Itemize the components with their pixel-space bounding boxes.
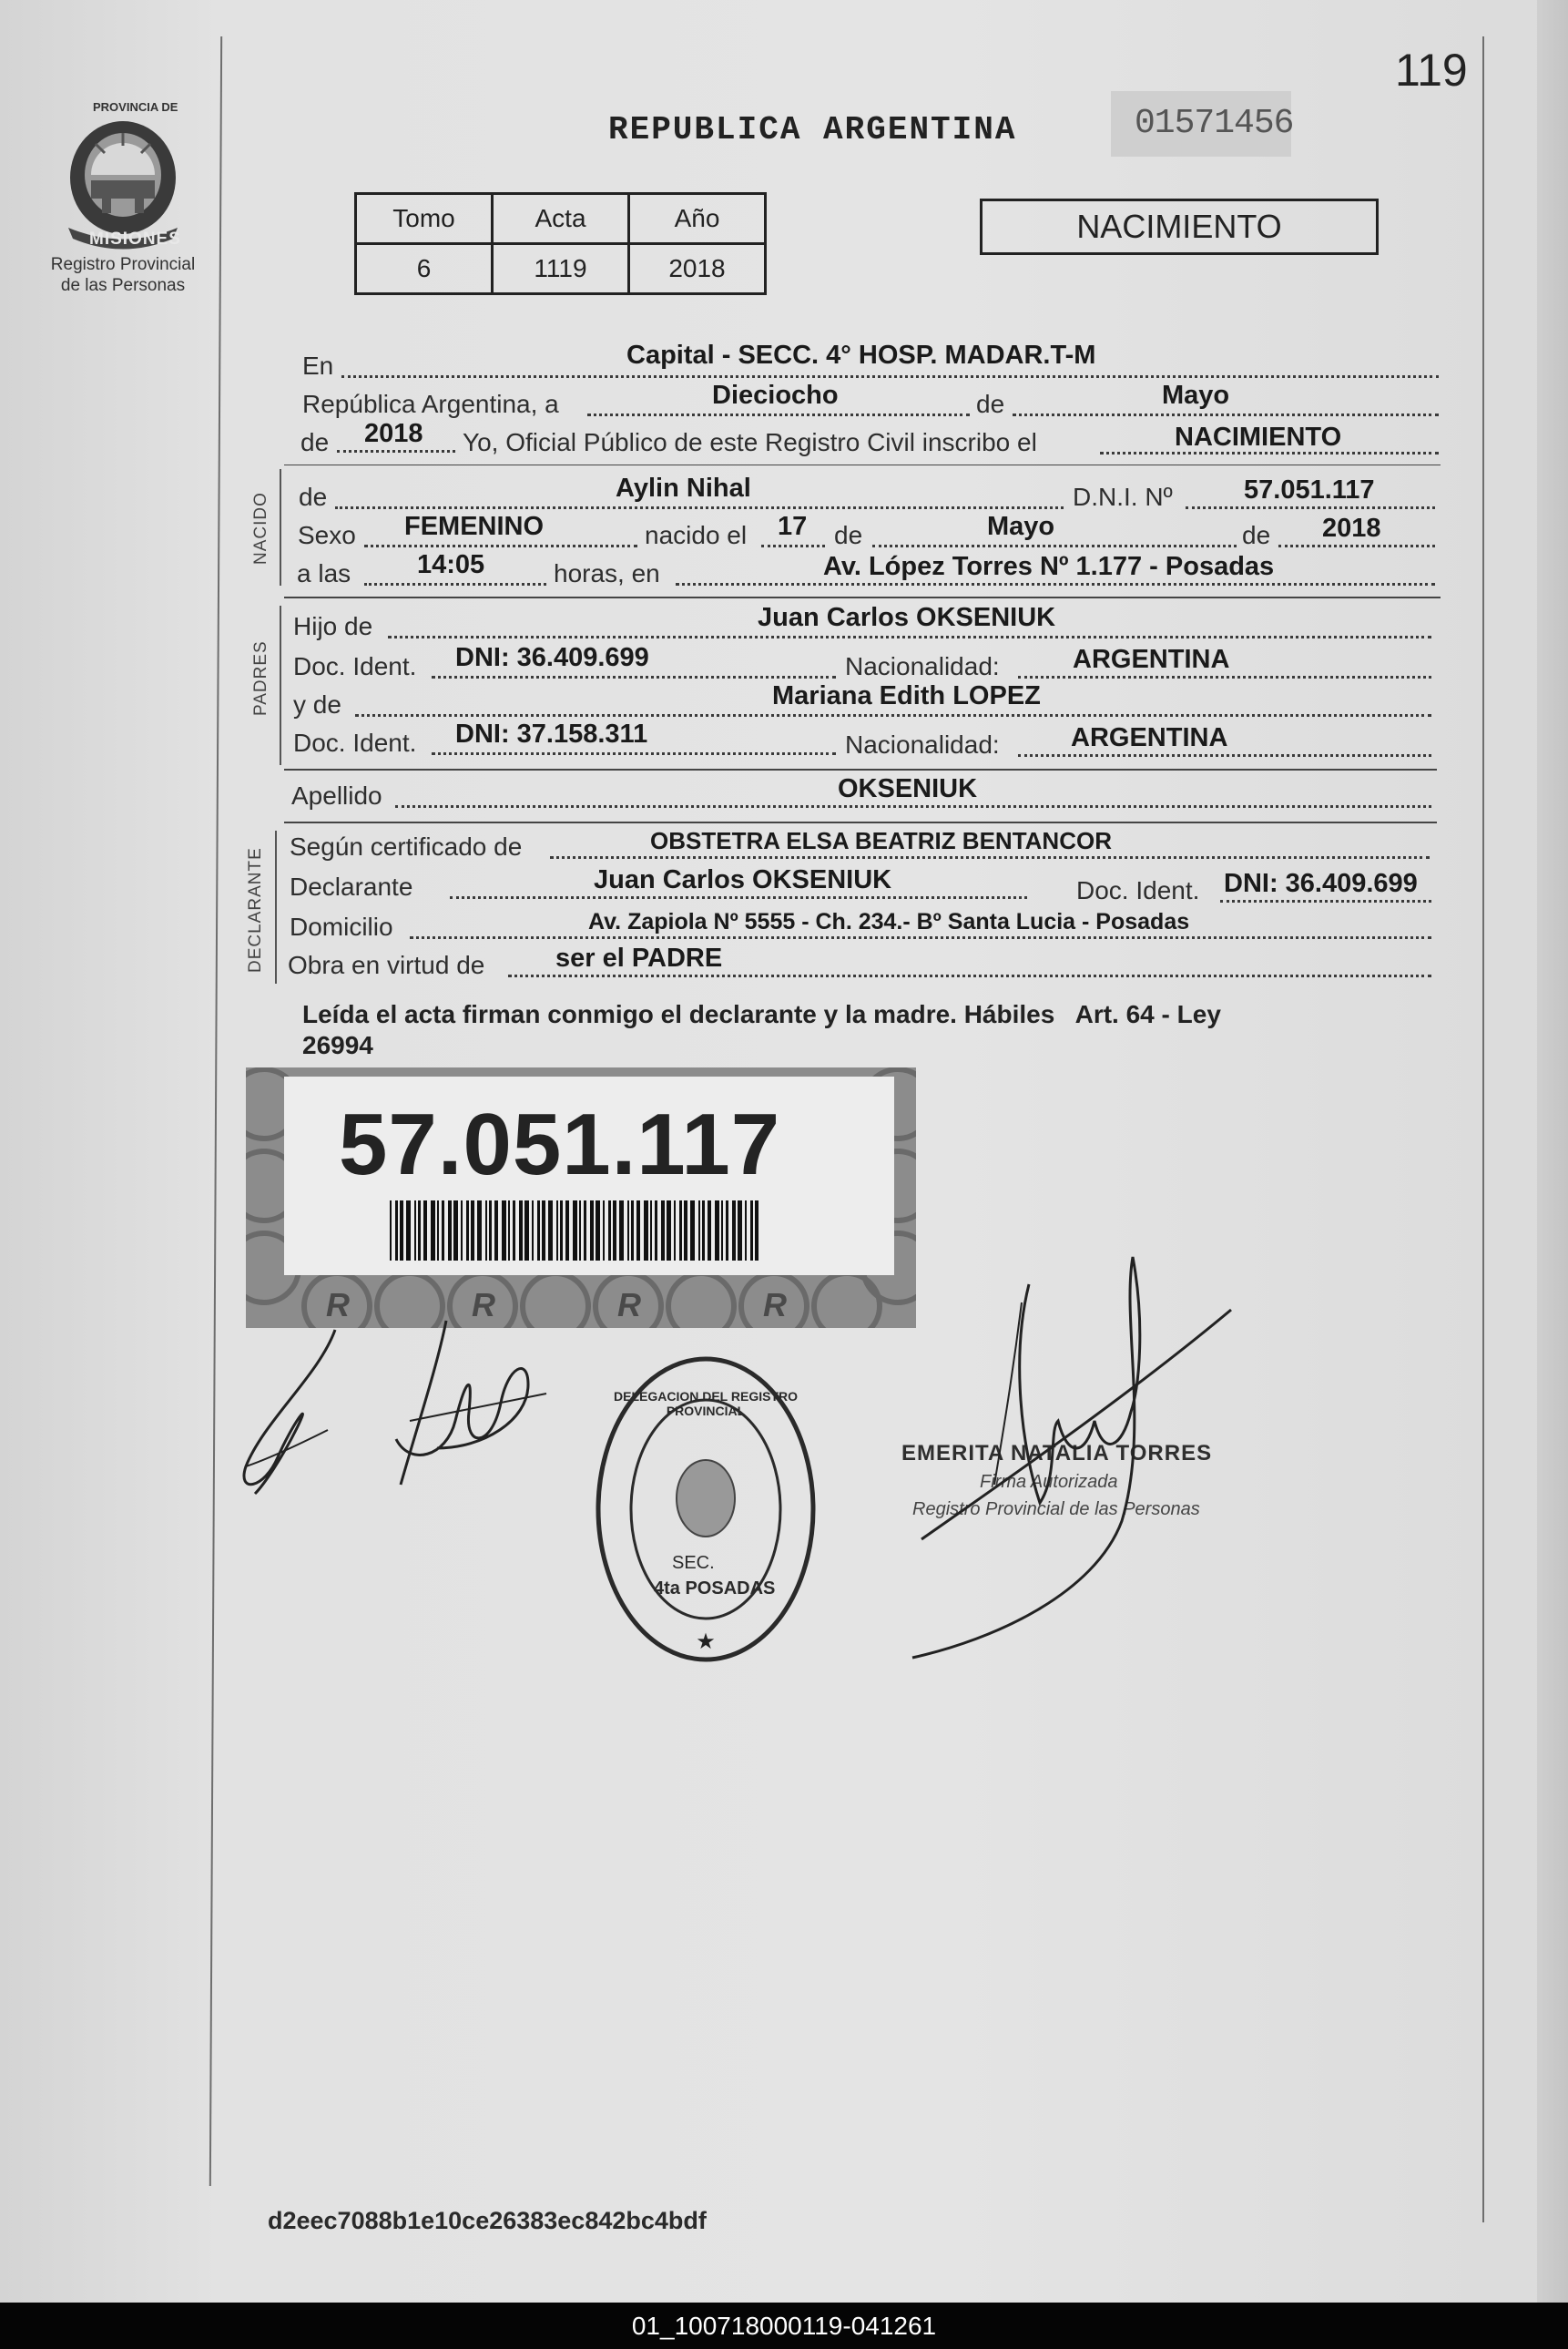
father-nationality-dotline [1018, 676, 1431, 679]
mother-nationality-dotline [1018, 754, 1431, 757]
mother-dotline [355, 714, 1431, 717]
horas-en-label: horas, en [554, 559, 660, 587]
nacido-el-label: nacido el [645, 521, 748, 549]
round-stamp-ring-text: DELEGACION DEL REGISTRO PROVINCIAL [614, 1389, 798, 1418]
registry-table-header-row [356, 194, 766, 244]
birth-time-value: 14:05 [417, 550, 485, 579]
father-doc-dotline [432, 676, 836, 679]
day-dotline [587, 414, 970, 416]
barcode-bar [619, 1200, 624, 1261]
declarante-label: Declarante [290, 873, 413, 901]
declarante-section-bar [275, 831, 277, 984]
official-stamp-line1: EMERITA NATALIA TORRES [901, 1441, 1213, 1466]
round-stamp [592, 1353, 820, 1667]
apellido-value: OKSENIUK [838, 774, 978, 803]
barcode-bar [698, 1200, 700, 1261]
birth-month-value: Mayo [987, 512, 1055, 541]
place-dotline [676, 583, 1435, 586]
apellido-dotline [395, 805, 1431, 808]
barcode-bar [442, 1200, 444, 1261]
barcode-bar [513, 1200, 515, 1261]
barcode-icon [390, 1200, 763, 1261]
year-value: 2018 [364, 419, 423, 448]
signature-declarante-icon [228, 1321, 355, 1503]
logo-seal-bottom-text: MISIONES [89, 230, 181, 249]
mother-nationality-label: Nacionalidad: [845, 730, 1000, 759]
barcode-bar [738, 1200, 742, 1261]
nacido-de-label: de [299, 483, 328, 511]
acta-header: Acta [493, 194, 629, 244]
birth-place-value: Av. López Torres Nº 1.177 - Posadas [823, 552, 1275, 581]
de-label: de [976, 390, 1005, 418]
birth-day-value: 17 [778, 512, 808, 541]
barcode-bar [667, 1200, 671, 1261]
father-doc-label: Doc. Ident. [293, 652, 417, 680]
month-dotline [1013, 414, 1439, 416]
obra-label: Obra en virtud de [288, 951, 485, 979]
act-type-box: NACIMIENTO [980, 199, 1379, 255]
barcode-bar [579, 1200, 581, 1261]
mother-nationality-value: ARGENTINA [1071, 723, 1228, 752]
barcode-bar [406, 1200, 411, 1261]
closing-text-line2: 26994 [302, 1031, 373, 1059]
barcode-bar [494, 1200, 498, 1261]
file-id-text: 01_100718000119-041261 [631, 2312, 937, 2340]
barcode-bar [548, 1200, 553, 1261]
birth-month-dotline [872, 545, 1237, 547]
declarante-dotline [450, 896, 1027, 899]
logo-seal-top-text: PROVINCIA DE [93, 100, 178, 114]
father-doc-value: DNI: 36.409.699 [455, 643, 649, 672]
closing-text-line1: Leída el acta firman conmigo el declarante y la madre. Hábiles Art. 64 - Ley [302, 1000, 1221, 1028]
declarante-doc-label: Doc. Ident. [1076, 876, 1200, 904]
barcode-bar [565, 1200, 569, 1261]
sticker-id-number: 57.051.117 [339, 1096, 781, 1193]
registry-table-value-row [356, 244, 766, 294]
barcode-bar [732, 1200, 736, 1261]
anio-value: 2018 [629, 244, 766, 294]
en-value: Capital - SECC. 4° HOSP. MADAR.T-M [626, 341, 1096, 370]
barcode-bar [726, 1200, 728, 1261]
birth-year-dotline [1278, 545, 1435, 547]
officer-text: Yo, Oficial Público de este Registro Civil inscribo el [463, 428, 1037, 456]
sexo-dotline [364, 545, 637, 547]
nacido-de-year-label: de [1242, 521, 1271, 549]
birth-year-value: 2018 [1322, 514, 1381, 543]
barcode-bar [560, 1200, 563, 1261]
birth-day-dotline [761, 545, 825, 547]
certificado-dotline [550, 856, 1430, 859]
page-edge-shadow [1537, 0, 1568, 2303]
barcode-bar [556, 1200, 558, 1261]
domicilio-value: Av. Zapiola Nº 5555 - Ch. 234.- Bº Santa Lucia - Posadas [588, 909, 1190, 934]
barcode-bar [674, 1200, 676, 1261]
serial-number: 01571456 [1135, 104, 1294, 143]
barcode-bar [477, 1200, 482, 1261]
month-value: Mayo [1162, 381, 1230, 410]
sticker-white-panel [284, 1077, 894, 1275]
file-id-bar [0, 2303, 1568, 2349]
barcode-bar [453, 1200, 458, 1261]
barcode-bar [631, 1200, 634, 1261]
sticker-letter-3: R [617, 1286, 641, 1323]
page-number: 119 [1395, 45, 1468, 96]
official-stamp-line3: Registro Provincial de las Personas [912, 1499, 1200, 1519]
barcode-bar [390, 1200, 392, 1261]
barcode-bar [708, 1200, 711, 1261]
child-dni-value: 57.051.117 [1244, 475, 1375, 505]
time-dotline [364, 583, 546, 586]
apellido-label: Apellido [291, 781, 382, 810]
padres-side-label: PADRES [251, 640, 270, 716]
barcode-bar [613, 1200, 616, 1261]
tomo-value: 6 [356, 244, 493, 294]
barcode-bar [471, 1200, 474, 1261]
barcode-bar [461, 1200, 463, 1261]
barcode-bar [655, 1200, 657, 1261]
sexo-value: FEMENINO [404, 512, 545, 541]
father-name-value: Juan Carlos OKSENIUK [758, 603, 1056, 632]
barcode-bar [750, 1200, 753, 1261]
sticker-letter-1: R [326, 1286, 350, 1323]
barcode-bar [661, 1200, 665, 1261]
barcode-bar [519, 1200, 523, 1261]
mother-doc-dotline [432, 752, 836, 755]
barcode-bar [508, 1200, 510, 1261]
logo-caption-line2: de las Personas [60, 276, 186, 295]
barcode-bar [721, 1200, 723, 1261]
right-margin-line [1482, 36, 1484, 2222]
certificado-label: Según certificado de [290, 832, 523, 861]
barcode-bar [636, 1200, 640, 1261]
inscribe-value: NACIMIENTO [1175, 423, 1342, 452]
padres-section-bar [280, 606, 281, 765]
mother-name-value: Mariana Edith LOPEZ [772, 681, 1041, 710]
signature-official-icon [903, 1248, 1268, 1676]
barcode-bar [489, 1200, 492, 1261]
barcode-bar [414, 1200, 416, 1261]
barcode-bar [502, 1200, 506, 1261]
nacido-section-bar [280, 469, 281, 586]
mother-doc-label: Doc. Ident. [293, 729, 417, 757]
barcode-bar [537, 1200, 540, 1261]
mother-doc-value: DNI: 37.158.311 [455, 720, 648, 749]
obra-dotline [508, 975, 1431, 977]
alas-label: a las [297, 559, 351, 587]
barcode-bar [715, 1200, 719, 1261]
barcode-bar [745, 1200, 747, 1261]
barcode-bar [702, 1200, 705, 1261]
round-stamp-center-line1: SEC. [672, 1553, 715, 1573]
barcode-bar [524, 1200, 529, 1261]
coat-of-arms-icon [55, 91, 191, 250]
barcode-bar [755, 1200, 759, 1261]
barcode-bar [532, 1200, 534, 1261]
barcode-bar [608, 1200, 611, 1261]
barcode-bar [466, 1200, 469, 1261]
id-sticker [246, 1067, 916, 1328]
round-stamp-center-line2: 4ta POSADAS [654, 1578, 776, 1598]
barcode-bar [423, 1200, 427, 1261]
barcode-bar [650, 1200, 652, 1261]
father-nationality-value: ARGENTINA [1073, 645, 1230, 674]
svg-text:★: ★ [696, 1629, 716, 1654]
nacido-de-month-label: de [834, 521, 863, 549]
document-hash: d2eec7088b1e10ce26383ec842bc4bdf [268, 2207, 707, 2234]
separator-nacido [284, 597, 1441, 598]
year-dotline [337, 450, 455, 453]
en-dotline [341, 375, 1439, 378]
day-value: Dieciocho [712, 381, 839, 410]
acta-value: 1119 [493, 244, 629, 294]
father-nationality-label: Nacionalidad: [845, 652, 1000, 680]
barcode-bar [684, 1200, 687, 1261]
barcode-bar [448, 1200, 452, 1261]
anio-header: Año [629, 194, 766, 244]
separator-padres [284, 769, 1437, 771]
domicilio-dotline [410, 936, 1431, 939]
barcode-bar [584, 1200, 586, 1261]
republica-label: República Argentina, a [302, 390, 559, 418]
barcode-bar [400, 1200, 403, 1261]
declarante-side-label: DECLARANTE [246, 847, 265, 973]
name-dotline [335, 506, 1064, 509]
barcode-bar [395, 1200, 398, 1261]
y-de-label: y de [293, 690, 341, 719]
barcode-bar [690, 1200, 695, 1261]
barcode-bar [603, 1200, 605, 1261]
sexo-label: Sexo [298, 521, 356, 549]
barcode-bar [573, 1200, 577, 1261]
hijo-de-label: Hijo de [293, 612, 373, 640]
declarante-value: Juan Carlos OKSENIUK [594, 865, 892, 894]
child-name-value: Aylin Nihal [616, 474, 751, 503]
barcode-bar [418, 1200, 421, 1261]
barcode-bar [431, 1200, 435, 1261]
barcode-bar [437, 1200, 439, 1261]
barcode-bar [542, 1200, 545, 1261]
obra-value: ser el PADRE [555, 944, 723, 973]
barcode-bar [644, 1200, 648, 1261]
logo-caption-line1: Registro Provincial [50, 255, 196, 274]
barcode-bar [679, 1200, 682, 1261]
serial-number-stamp [1111, 91, 1294, 157]
tomo-header: Tomo [356, 194, 493, 244]
father-dotline [388, 636, 1431, 638]
header-title: REPUBLICA ARGENTINA [608, 111, 1017, 148]
barcode-bar [596, 1200, 600, 1261]
domicilio-label: Domicilio [290, 913, 393, 941]
barcode-bar [485, 1200, 487, 1261]
en-label: En [302, 352, 334, 380]
barcode-bar [590, 1200, 594, 1261]
separator-apellido [284, 822, 1437, 823]
declarante-doc-dotline [1220, 900, 1431, 903]
certificado-value: OBSTETRA ELSA BEATRIZ BENTANCOR [650, 827, 1112, 854]
dni-label: D.N.I. Nº [1073, 483, 1173, 511]
nacido-side-label: NACIDO [251, 492, 270, 565]
sticker-letter-4: R [763, 1286, 787, 1323]
dni-dotline [1186, 506, 1435, 509]
province-logo [55, 91, 191, 250]
sticker-letter-2: R [472, 1286, 495, 1323]
barcode-bar [627, 1200, 629, 1261]
registry-table [354, 192, 767, 295]
declarante-doc-value: DNI: 36.409.699 [1224, 869, 1418, 898]
de2-label: de [300, 428, 330, 456]
official-stamp-line2: Firma Autorizada [980, 1472, 1118, 1492]
signature-mother-icon [382, 1312, 565, 1494]
